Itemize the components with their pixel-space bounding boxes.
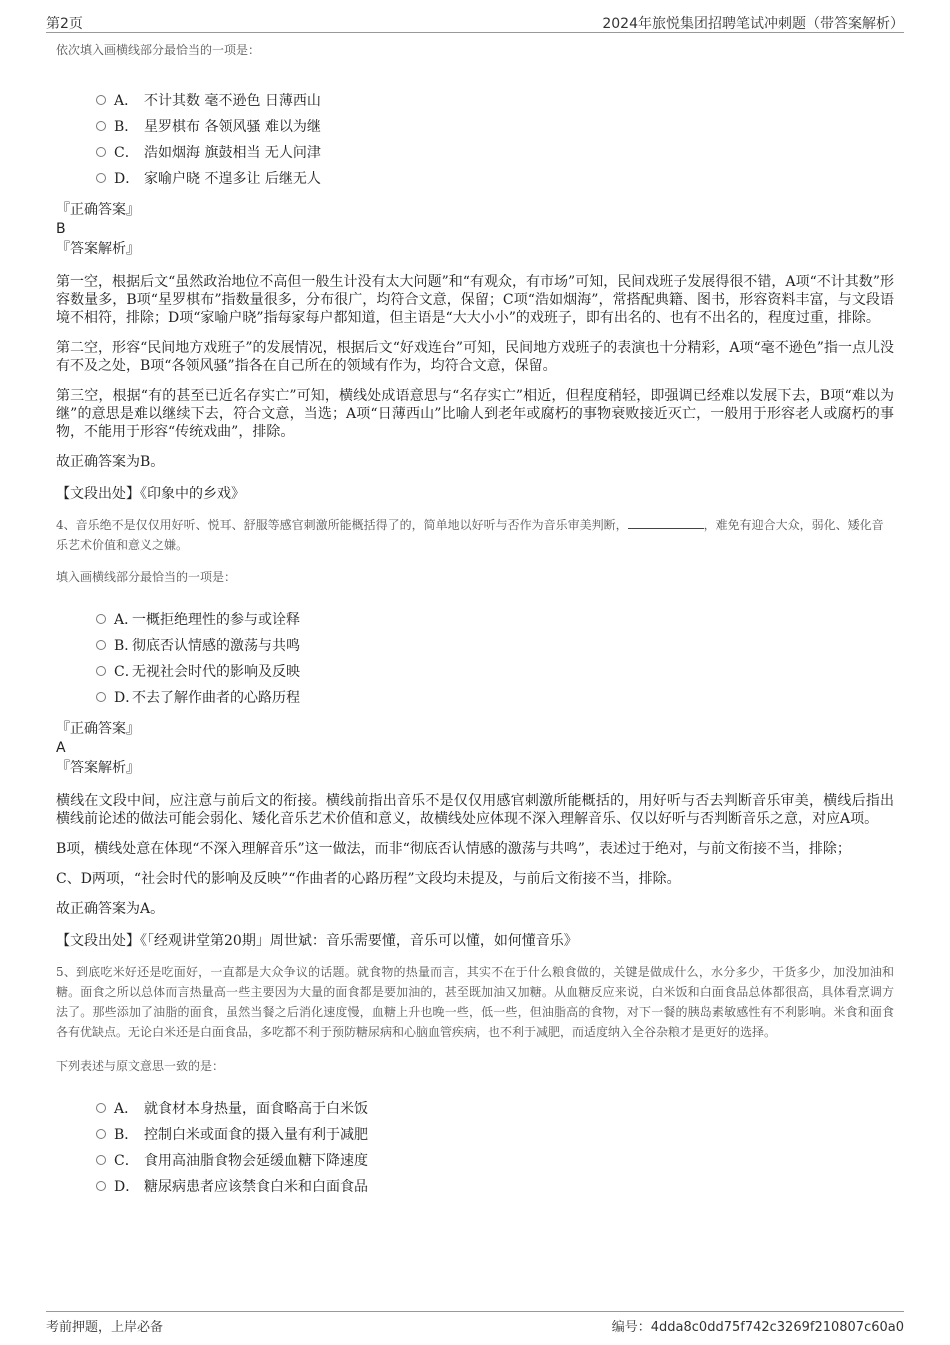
page-content xyxy=(56,40,894,1200)
q4-option-d[interactable] xyxy=(96,685,894,711)
document-code: 编号：4dda8c0dd75f742c3269f210807c60a0 xyxy=(611,1320,904,1335)
q3-analysis-para-3: 第三空，根据“有的甚至已近名存实亡”可知，横线处成语意思与“名存实亡”相近，但程度稍轻，即强调已经难以发展下去，B项“难以为继”的意思是难以继续下去，符合文意，当选；A项“日薄西山”比喻人到老年或腐朽的事物衰败接近灭亡，一般用于形容老人或腐朽的事物，不能用于形容“传统戏曲”，排除。 xyxy=(56,388,894,440)
q3-answer: B xyxy=(56,221,66,237)
radio-icon[interactable] xyxy=(96,121,106,131)
option-letter: A． xyxy=(114,1101,139,1117)
option-text: 控制白米或面食的摄入量有利于减肥 xyxy=(144,1127,368,1143)
radio-icon[interactable] xyxy=(96,1129,106,1139)
option-letter: A． xyxy=(114,612,139,628)
radio-icon[interactable] xyxy=(96,1181,106,1191)
option-letter: B． xyxy=(114,1127,139,1143)
q5-option-d[interactable] xyxy=(96,1174,894,1200)
q4-conclusion: 故正确答案为A。 xyxy=(56,901,165,917)
q3-analysis-para-2: 第二空，形容“民间地方戏班子”的发展情况，根据后文“好戏连台”可知，民间地方戏班子的表演也十分精彩，A项“毫不逊色”指一点儿没有不及之处，B项“各领风骚”指各在自己所在的领域有作为，均符合文意，保留。 xyxy=(56,340,894,374)
option-text: 食用高油脂食物会延缓血糖下降速度 xyxy=(144,1153,368,1169)
q3-option-b[interactable] xyxy=(96,114,894,140)
radio-icon[interactable] xyxy=(96,147,106,157)
page-header xyxy=(46,10,904,33)
option-letter: D． xyxy=(114,171,140,187)
option-text: 彻底否认情感的激荡与共鸣 xyxy=(132,638,300,654)
radio-icon[interactable] xyxy=(96,640,106,650)
q5-option-c[interactable] xyxy=(96,1148,894,1174)
q4-answer: A xyxy=(56,740,66,756)
page-footer xyxy=(46,1311,904,1335)
option-letter: A． xyxy=(114,93,139,109)
option-text: 浩如烟海 旗鼓相当 无人问津 xyxy=(144,145,321,161)
q3-option-c[interactable] xyxy=(96,140,894,166)
option-text: 星罗棋布 各领风骚 难以为继 xyxy=(144,119,321,135)
option-text: 家喻户晓 不遑多让 后继无人 xyxy=(144,171,321,187)
q3-prompt: 依次填入画横线部分最恰当的一项是： xyxy=(56,43,261,57)
q5-prompt: 下列表述与原文意思一致的是： xyxy=(56,1059,225,1073)
q5-options xyxy=(96,1096,894,1200)
option-letter: B． xyxy=(114,119,139,135)
radio-icon[interactable] xyxy=(96,1155,106,1165)
radio-icon[interactable] xyxy=(96,614,106,624)
q3-options xyxy=(96,88,894,192)
radio-icon[interactable] xyxy=(96,173,106,183)
q4-option-b[interactable] xyxy=(96,633,894,659)
q3-analysis-label: 『答案解析』 xyxy=(56,241,140,257)
footer-slogan: 考前押题，上岸必备 xyxy=(46,1320,164,1335)
q4-analysis-para-2: B项，横线处意在体现“不深入理解音乐”这一做法，而非“彻底否认情感的激荡与共鸣”，表述过于绝对，与前文衔接不当，排除； xyxy=(56,841,851,857)
q4-source: 【文段出处】《「经观讲堂第20期」周世斌：音乐需要懂，音乐可以懂，如何懂音乐》 xyxy=(56,933,578,949)
q4-prompt: 填入画横线部分最恰当的一项是： xyxy=(56,570,237,584)
radio-icon[interactable] xyxy=(96,666,106,676)
radio-icon[interactable] xyxy=(96,692,106,702)
q4-stem-after: ，难免有迎合大众，弱化、矮化音乐艺术价值和意义之嫌。 xyxy=(56,518,884,552)
q4-stem-before: 4、音乐绝不是仅仅用好听、悦耳、舒服等感官刺激所能概括得了的，简单地以好听与否作为音乐审美判断， xyxy=(56,518,628,532)
option-letter: D． xyxy=(114,1179,140,1195)
q4-option-a[interactable] xyxy=(96,607,894,633)
q3-correct-label: 『正确答案』 xyxy=(56,202,140,218)
option-text: 不计其数 毫不逊色 日薄西山 xyxy=(144,93,321,109)
q4-analysis-para-1: 横线在文段中间，应注意与前后文的衔接。横线前指出音乐不是仅仅用感官刺激所能概括的，用好听与否去判断音乐审美，横线后指出横线前论述的做法可能会弱化、矮化音乐艺术价值和意义，故横线处应体现不深入理解音乐、仅以好听与否判断音乐之意，对应A项。 xyxy=(56,793,894,827)
q4-option-c[interactable] xyxy=(96,659,894,685)
option-text: 无视社会时代的影响及反映 xyxy=(132,664,300,680)
option-letter: C． xyxy=(114,664,139,680)
q5-option-b[interactable] xyxy=(96,1122,894,1148)
q5-option-a[interactable] xyxy=(96,1096,894,1122)
option-text: 就食材本身热量，面食略高于白米饭 xyxy=(144,1101,368,1117)
q3-source: 【文段出处】《印象中的乡戏》 xyxy=(56,486,245,502)
option-letter: C． xyxy=(114,1153,139,1169)
option-letter: B． xyxy=(114,638,139,654)
option-text: 一概拒绝理性的参与或诠释 xyxy=(132,612,300,628)
radio-icon[interactable] xyxy=(96,95,106,105)
q5-stem: 5、到底吃米好还是吃面好，一直都是大众争议的话题。就食物的热量而言，其实不在于什么粮食做的，关键是做成什么，水分多少，干货多少，加没加油和糖。面食之所以总体而言热量高一些主要因为大量的面食都是要加油的，甚至既加油又加糖。从血糖反应来说，白米饭和白面食品总体都很高，具体看烹调方法了。那些添加了油脂的面食，虽然当餐之后消化速度慢，血糖上升也晚一些，低一些，但油脂高的食物，对下一餐的胰岛素敏感性有不利影响。米食和面食各有优缺点。无论白米还是白面食品，多吃都不利于预防糖尿病和心脑血管疾病，也不利于减肥，而适度纳入全谷杂粮才是更好的选择。 xyxy=(56,965,894,1039)
q4-analysis-para-3: C、D两项，“社会时代的影响及反映”“作曲者的心路历程”文段均未提及，与前后文衔接不当，排除。 xyxy=(56,871,681,887)
q4-analysis-label: 『答案解析』 xyxy=(56,760,140,776)
option-letter: D． xyxy=(114,690,140,706)
option-text: 糖尿病患者应该禁食白米和白面食品 xyxy=(144,1179,368,1195)
document-title: 2024年旅悦集团招聘笔试冲刺题（带答案解析） xyxy=(602,16,904,32)
q3-option-a[interactable] xyxy=(96,88,894,114)
page-number: 第2页 xyxy=(46,16,83,32)
q4-stem xyxy=(56,515,894,555)
q3-conclusion: 故正确答案为B。 xyxy=(56,454,165,470)
q4-blank xyxy=(628,516,704,529)
q3-analysis-para-1: 第一空，根据后文“虽然政治地位不高但一般生计没有太大问题”和“有观众，有市场”可知，民间戏班子发展得很不错，A项“不计其数”形容数量多，B项“星罗棋布”指数量很多，分布很广，均符合文意，保留；C项“浩如烟海”，常搭配典籍、图书，形容资料丰富，与文段语境不相符，排除；D项“家喻户晓”指每家每户都知道，但主语是“大大小小”的戏班子，即有出名的、也有不出名的，程度过重，排除。 xyxy=(56,274,894,326)
option-letter: C． xyxy=(114,145,139,161)
option-text: 不去了解作曲者的心路历程 xyxy=(132,690,300,706)
q3-option-d[interactable] xyxy=(96,166,894,192)
q4-options xyxy=(96,607,894,711)
radio-icon[interactable] xyxy=(96,1103,106,1113)
q4-correct-label: 『正确答案』 xyxy=(56,721,140,737)
